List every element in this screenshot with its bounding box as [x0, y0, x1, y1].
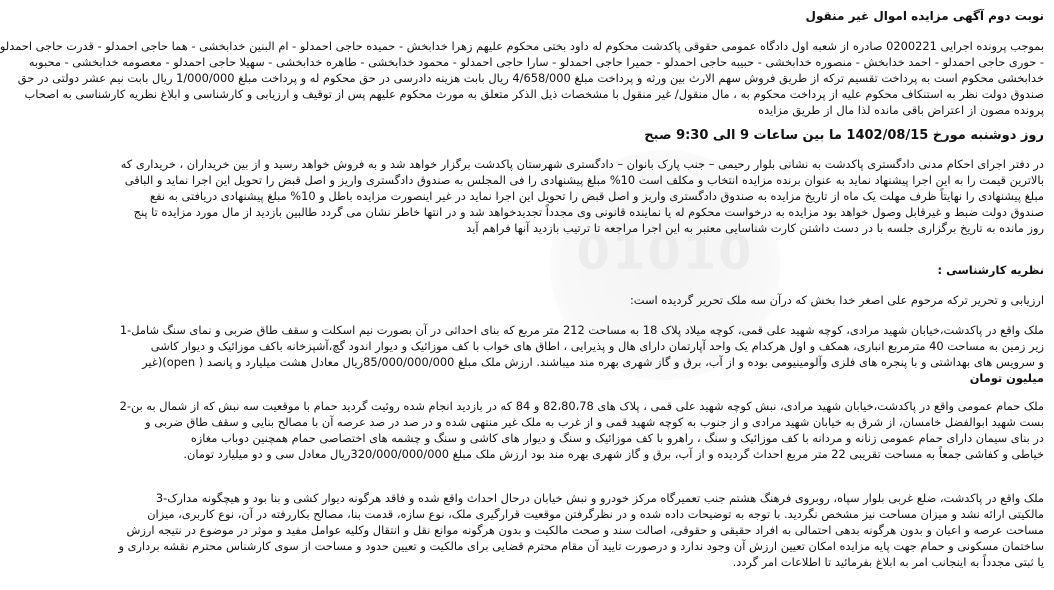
watermark-text: 01010 — [576, 225, 754, 281]
intro-line: - حوری حاجی احمدلو - احمد خدابخش - منصوره خدابخشی - حبیبه حاجی احمدلو - حمیرا حاجی احمدلو - سارا حاجی احمدلو - محمود خدابخشی - طاهره خدابخشی - سهیلا حاجی احمدلو - معصومه خدابخشی - محبوبه — [28, 55, 1044, 69]
property-3-line: یا ثبتی مجدداً به اینجانب امر به ابلاغ بفرمائید تا اطلاعات امر گردد. — [732, 555, 1044, 569]
auction-paragraph-line: صندوق دولت ضبط و غیرقابل وصول خواهد بود مزایده به درخواست محکوم له یا نماینده قانونی وی مجدداً تجدیدخواهد شد و در انتها خاطر نشان می گردد طالبین بازدید از مال مورد مزایده تا پنج — [133, 205, 1044, 219]
property-2-line: در بنای سیمان دارای حمام عمومی زنانه و مردانه با کف موزائیک و سنگ ، راهرو با کف موزائیک و سنگ و دیوار های کاشی و سنگ و چشمه های اختصاصی حمام همچنین دوباب مغازه — [190, 431, 1044, 445]
auction-paragraph-line: در دفتر اجرای احکام مدنی دادگستری پاکدشت به نشانی بلوار رحیمی – جنب پارک بانوان – دادگستری شهرستان پاکدشت برگزار خواهد شد و به فروش خواهد رسید و از بین خریداران ، خریداری که — [120, 157, 1044, 171]
property-1-line: و سرویس های بهداشتی و با پنجره های فلزی وآلومینیومی بوده و از آب، برق و گاز شهری بهره مند میباشند. ارزش ملک مبلغ 85/000/000/000ریال معادل هشت میلیارد و پانصد ( open)(غیر — [142, 355, 1044, 369]
property-2-line: ملک حمام عمومی واقع در پاکدشت،خیابان شهید مرادی، نبش کوچه شهید علی قمی ، پلاک های 82،80،78 و 84 که در بازدید انجام شده روئیت گردید حمام با موقعیت سه نبش که از شمال به بن-2 — [119, 399, 1044, 413]
expert-intro: ارزیابی و تحریر ترکه مرحوم علی اصغر خدا بخش که درآن سه ملک تحریر گردیده است: — [629, 293, 1044, 307]
auction-date-heading: روز دوشنبه مورخ 1402/08/15 ما بین ساعات 9 الی 9:30 صبح — [644, 128, 1044, 143]
intro-line: صندوق دولت نظر به استنکاف محکوم علیه از پرداخت محکوم به ، مال منقول/ غیر منقول با مشخصات ذیل الذکر متعلق به مورث محکوم علیهم پس از توقیف و ارزیابی و کارشناسی و ابلاغ نظریه کارشناسی به اصحاب — [24, 87, 1044, 101]
auction-paragraph-line: بالاترین قیمت را به این اجرا پیشنهاد نماید به عنوان برنده مزایده انتخاب و مکلف است 10% مبلغ پیشنهادی را فی المجلس به صندوق دادگستری واریز و اصل قبض را تحویل این اجرا نماید و الباقی — [124, 173, 1044, 187]
expert-opinion-heading: نظریه کارشناسی : — [937, 263, 1044, 277]
auction-paragraph-line: مبلغ پیشنهادی را نهایتاً ظرف مهلت یک ماه از تاریخ مزایده به صندوق دادگستری واریز و اصل قبض را تحویل این اجرا نماید در غیر اینصورت مزایده باطل و 10% مبلغ پیشنهادی دریافتی به نفع — [150, 189, 1044, 203]
property-1-line: زیر زمین به مساحت 40 مترمربع انباری، همکف و اول هرکدام یک واحد آپارتمان دارای هال و پذیرایی ، اطاق های خواب با کف موزائیک و دیوار اندود گچ،آشپزخانه باکف موزائیک و دیوار کاشی — [150, 339, 1044, 353]
notice-title: نوبت دوم آگهی مزایده اموال غیر منقول — [805, 9, 1044, 23]
intro-line: خدابخشی محکوم است به پرداخت تقسیم ترکه از طریق فروش سهم الارث بین ورثه و پرداخت مبلغ 4/658/000 ریال بابت هزینه دادرسی در حق محکوم له و پرداخت مبلغ 1/000/000 ریال بابت نیم عشر دولتی در حق — [17, 71, 1044, 85]
property-3-line: مساحت عرصه و اعیان و بدون هرگونه بدهی احتمالی به افراد حقیقی و حقوقی، اصالت سند و صحت مالکیت و بدون هرگونه موانع نقل و انتقال وکلیه عوامل مفید و موثر در موضوع در نتیجه ارزش — [126, 523, 1044, 537]
property-3-line: ملک واقع در پاکدشت، ضلع غربی بلوار سپاه، روبروی فرهنگ هشتم جنب تعمیرگاه مرکز خودرو و نبش خیابان درحال احداث واقع شده و فاقد هرگونه دیوار کشی و بنا بود و هیچگونه مدارک-3 — [155, 491, 1044, 505]
intro-line: بموجب پرونده اجرایی 0200221 صادره از شعبه اول دادگاه عمومی حقوقی پاکدشت محکوم له داود بختی محکوم علیهم زهرا خدابخش - حمیده حاجی احمدلو - ام البنین خدابخشی - هما حاجی احمدلو - قدرت حاجی احمدلو — [0, 39, 1044, 53]
property-2-line: خیاطی و کفاشی جمعاً به مساحت تقریبی 22 متر مربع احداث گردیده و از آب، برق و گاز شهری بهره مند بود ارزش ملک مبلغ 320/000/000/000ریال معادل سی و دو میلیارد تومان. — [183, 447, 1044, 461]
intro-line: پرونده مصون از اعتراض باقی مانده لذا مال از طریق مزایده — [758, 103, 1044, 117]
property-1-line: میلیون تومان — [969, 371, 1044, 385]
property-3-line: مالکیتی ارائه نشد و میزان مساحت نیز مشخص نگردید. با توجه به توضیحات داده شده و در نظرگرفتن موقعیت قرارگیری ملک، نوع سازه، قدمت بنا، مصالح بکاررفته در آن، نوع کاربری، میزان — [147, 507, 1044, 521]
property-1-line: ملک واقع در پاکدشت،خیابان شهید مرادی، کوچه شهید علی قمی، کوچه میلاد پلاک 18 به مساحت 212 متر مربع که بنای احداثی در آن بصورت نیم اسکلت و سقف طاق ضربی و نمای سنگ شامل-1 — [119, 323, 1044, 337]
property-2-line: بست شهید ابوالفضل خامسان، از شرق به خیابان شهید مرادی و از جنوب به کوچه شهید قمی و از غرب به ملک غیر منتهی شده و در صد در صد عرصه آن با مصالح بنایی و سقف طاق ضربی و — [145, 415, 1044, 429]
property-3-line: ساختمان مسکونی و حمام جهت پایه مزایده امکان تعیین ارزش آن وجود ندارد و درصورت تایید آن مقام محترم قضایی برای مالکیت و تعیین حدود و مساحت از سوی کارشناس محترم نقشه برداری و — [118, 539, 1044, 553]
auction-paragraph-line: روز مانده به تاریخ برگزاری جلسه با در دست داشتن کارت شناسایی معتبر به این اجرا مراجعه تا ترتیب بازدید آنها فراهم آید — [466, 221, 1044, 235]
